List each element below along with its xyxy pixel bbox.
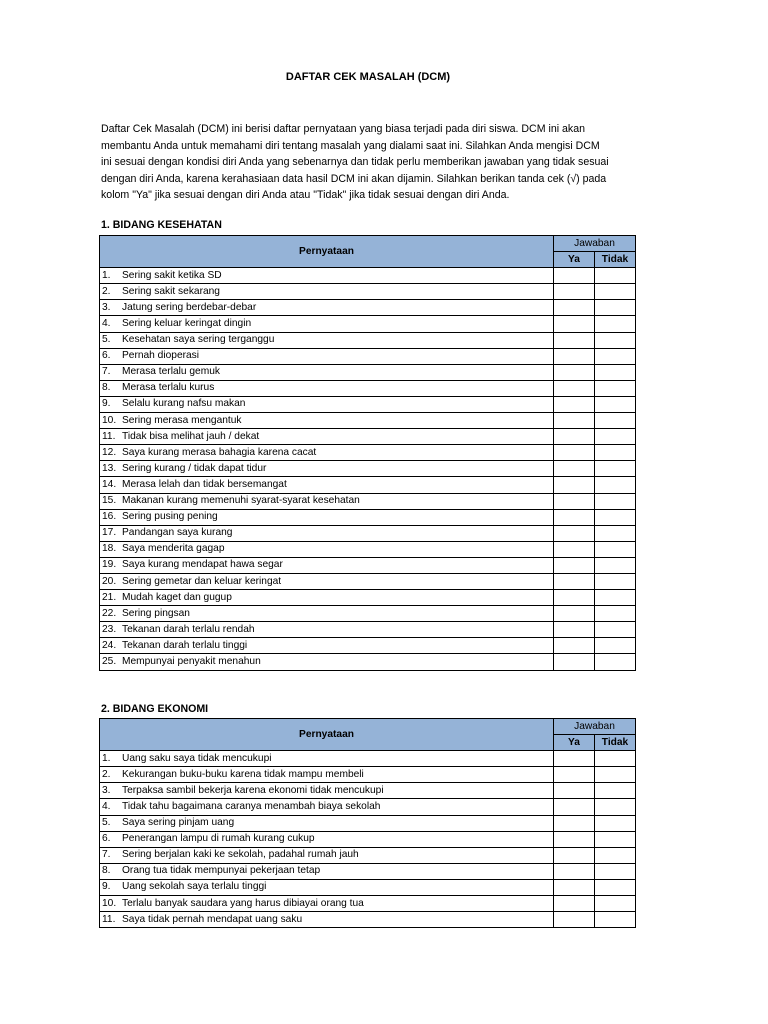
table-row [100, 767, 636, 783]
statement-number: 4. [102, 318, 111, 330]
table-row [100, 622, 636, 638]
statement-cell [100, 847, 554, 863]
ya-checkbox-cell[interactable] [554, 429, 595, 445]
statement-cell [100, 896, 554, 912]
statement-text: Saya kurang merasa bahagia karena cacat [122, 446, 317, 458]
section-title-ekonomi: 2. BIDANG EKONOMI [101, 703, 209, 715]
statement-text: Sering merasa mengantuk [122, 414, 242, 426]
table-row [100, 573, 636, 589]
tidak-checkbox-cell[interactable] [595, 912, 636, 928]
statement-number: 6. [102, 833, 111, 845]
statement-number: 4. [102, 801, 111, 813]
table-row [100, 380, 636, 396]
tidak-checkbox-cell[interactable] [595, 799, 636, 815]
table-row [100, 751, 636, 767]
statement-text: Terpaksa sambil bekerja karena ekonomi tidak mencukupi [122, 784, 384, 796]
statement-text: Pernah dioperasi [122, 350, 200, 362]
tidak-checkbox-cell[interactable] [595, 316, 636, 332]
statement-cell [100, 638, 554, 654]
ya-checkbox-cell[interactable] [554, 896, 595, 912]
tidak-checkbox-cell[interactable] [595, 413, 636, 429]
table-row [100, 799, 636, 815]
statement-cell [100, 606, 554, 622]
table-row [100, 332, 636, 348]
ya-checkbox-cell[interactable] [554, 557, 595, 573]
statement-cell [100, 863, 554, 879]
kesehatan-table [99, 235, 636, 671]
statement-cell [100, 429, 554, 445]
tidak-checkbox-cell[interactable] [595, 622, 636, 638]
statement-number: 25. [102, 655, 117, 667]
statement-number: 1. [102, 752, 111, 764]
tidak-checkbox-cell[interactable] [595, 300, 636, 316]
statement-cell [100, 831, 554, 847]
statement-number: 11. [102, 913, 116, 925]
statement-text: Tidak bisa melihat jauh / dekat [122, 430, 260, 442]
statement-text: Terlalu banyak saudara yang harus dibiayai orang tua [122, 897, 364, 909]
table-row [100, 557, 636, 573]
statement-cell [100, 815, 554, 831]
statement-cell [100, 380, 554, 396]
statement-number: 2. [102, 768, 111, 780]
statement-cell [100, 573, 554, 589]
statement-number: 24. [102, 639, 117, 651]
jawaban-header: Jawaban [554, 719, 636, 735]
ya-checkbox-cell[interactable] [554, 831, 595, 847]
tidak-checkbox-cell[interactable] [595, 284, 636, 300]
table-row [100, 590, 636, 606]
statement-text: Merasa lelah dan tidak bersemangat [122, 478, 287, 490]
statement-text: Sering sakit ketika SD [122, 269, 222, 281]
ya-checkbox-cell[interactable] [554, 364, 595, 380]
statement-cell [100, 445, 554, 461]
intro-line: dengan diri Anda, karena kerahasiaan data hasil DCM ini akan dijamin. Silahkan berikan tanda cek (√) pada [101, 172, 607, 185]
statement-number: 3. [102, 784, 111, 796]
tidak-checkbox-cell[interactable] [595, 767, 636, 783]
statement-cell [100, 541, 554, 557]
ya-checkbox-cell[interactable] [554, 606, 595, 622]
table-row [100, 396, 636, 412]
statement-cell [100, 767, 554, 783]
statement-number: 23. [102, 623, 117, 635]
table-row [100, 461, 636, 477]
intro-paragraph [101, 121, 636, 204]
tidak-checkbox-cell[interactable] [595, 573, 636, 589]
statement-cell [100, 477, 554, 493]
statement-text: Sering berjalan kaki ke sekolah, padahal rumah jauh [122, 849, 359, 861]
table-row [100, 316, 636, 332]
statement-text: Sering gemetar dan keluar keringat [122, 575, 282, 587]
statement-text: Pandangan saya kurang [122, 527, 233, 539]
table-row [100, 879, 636, 895]
table-row [100, 429, 636, 445]
statement-cell [100, 525, 554, 541]
table-row [100, 477, 636, 493]
table-row [100, 815, 636, 831]
ya-checkbox-cell[interactable] [554, 413, 595, 429]
tidak-checkbox-cell[interactable] [595, 364, 636, 380]
tidak-checkbox-cell[interactable] [595, 332, 636, 348]
ya-checkbox-cell[interactable] [554, 509, 595, 525]
table-row [100, 348, 636, 364]
statement-text: Selalu kurang nafsu makan [122, 398, 246, 410]
tidak-checkbox-cell[interactable] [595, 863, 636, 879]
tidak-checkbox-cell[interactable] [595, 380, 636, 396]
table-row [100, 364, 636, 380]
ya-checkbox-cell[interactable] [554, 525, 595, 541]
statement-number: 1. [102, 269, 111, 281]
intro-line: membantu Anda untuk memahami diri tentang masalah yang dialami saat ini. Silahkan Anda mengisi DCM [101, 139, 600, 152]
statement-cell [100, 461, 554, 477]
ya-checkbox-cell[interactable] [554, 461, 595, 477]
tidak-checkbox-cell[interactable] [595, 783, 636, 799]
ya-checkbox-cell[interactable] [554, 799, 595, 815]
statement-number: 20. [102, 575, 117, 587]
tidak-checkbox-cell[interactable] [595, 429, 636, 445]
statement-cell [100, 879, 554, 895]
intro-line: Daftar Cek Masalah (DCM) ini berisi daftar pernyataan yang biasa terjadi pada diri siswa. DCM ini akan [101, 123, 585, 135]
ekonomi-table [99, 718, 636, 928]
statement-number: 6. [102, 350, 111, 362]
tidak-checkbox-cell[interactable] [595, 477, 636, 493]
tidak-checkbox-cell[interactable] [595, 751, 636, 767]
statement-text: Uang sekolah saya terlalu tinggi [122, 881, 267, 893]
table-row [100, 413, 636, 429]
table-row [100, 847, 636, 863]
tidak-checkbox-cell[interactable] [595, 268, 636, 284]
tidak-checkbox-cell[interactable] [595, 348, 636, 364]
statement-cell [100, 396, 554, 412]
ya-checkbox-cell[interactable] [554, 573, 595, 589]
pernyataan-header: Pernyataan [100, 719, 554, 751]
statement-number: 7. [102, 366, 111, 378]
statement-cell [100, 284, 554, 300]
tidak-checkbox-cell[interactable] [595, 896, 636, 912]
statement-text: Tekanan darah terlalu rendah [122, 623, 255, 635]
table-row [100, 606, 636, 622]
statement-text: Tidak tahu bagaimana caranya menambah biaya sekolah [122, 801, 381, 813]
statement-cell [100, 413, 554, 429]
ya-checkbox-cell[interactable] [554, 751, 595, 767]
tidak-checkbox-cell[interactable] [595, 654, 636, 670]
ya-checkbox-cell[interactable] [554, 300, 595, 316]
statement-cell [100, 268, 554, 284]
ya-checkbox-cell[interactable] [554, 493, 595, 509]
statement-cell [100, 622, 554, 638]
table-row [100, 783, 636, 799]
statement-number: 9. [102, 398, 111, 410]
intro-line: ini sesuai dengan kondisi diri Anda yang sebenarnya dan tidak perlu memberikan jawaban yang tidak sesuai [101, 156, 609, 169]
tidak-checkbox-cell[interactable] [595, 638, 636, 654]
statement-text: Saya tidak pernah mendapat uang saku [122, 913, 303, 925]
ya-checkbox-cell[interactable] [554, 284, 595, 300]
statement-number: 8. [102, 382, 111, 394]
statement-number: 22. [102, 607, 117, 619]
statement-text: Mudah kaget dan gugup [122, 591, 232, 603]
ya-checkbox-cell[interactable] [554, 445, 595, 461]
statement-text: Kesehatan saya sering terganggu [122, 334, 275, 346]
statement-number: 18. [102, 543, 117, 555]
statement-cell [100, 509, 554, 525]
ya-checkbox-cell[interactable] [554, 316, 595, 332]
tidak-header: Tidak [595, 252, 636, 268]
statement-cell [100, 799, 554, 815]
statement-text: Merasa terlalu kurus [122, 382, 215, 394]
tidak-checkbox-cell[interactable] [595, 461, 636, 477]
ya-checkbox-cell[interactable] [554, 654, 595, 670]
statement-cell [100, 364, 554, 380]
table-row [100, 268, 636, 284]
statement-text: Orang tua tidak mempunyai pekerjaan tetap [122, 865, 321, 877]
table-row [100, 912, 636, 928]
page-title: DAFTAR CEK MASALAH (DCM) [285, 71, 451, 83]
ya-checkbox-cell[interactable] [554, 912, 595, 928]
statement-cell [100, 654, 554, 670]
statement-cell [100, 751, 554, 767]
table-row [100, 896, 636, 912]
statement-text: Saya menderita gagap [122, 543, 225, 555]
statement-text: Sering kurang / tidak dapat tidur [122, 462, 267, 474]
tidak-checkbox-cell[interactable] [595, 815, 636, 831]
statement-number: 17. [102, 527, 117, 539]
tidak-checkbox-cell[interactable] [595, 396, 636, 412]
table-row [100, 300, 636, 316]
statement-number: 3. [102, 301, 111, 313]
ya-checkbox-cell[interactable] [554, 847, 595, 863]
statement-text: Sering pusing pening [122, 511, 218, 523]
table-row [100, 831, 636, 847]
statement-number: 16. [102, 511, 117, 523]
statement-number: 14. [102, 478, 117, 490]
table-row [100, 654, 636, 670]
statement-cell [100, 590, 554, 606]
jawaban-header: Jawaban [554, 236, 636, 252]
tidak-header: Tidak [595, 735, 636, 751]
statement-text: Kekurangan buku-buku karena tidak mampu membeli [122, 768, 364, 780]
ya-checkbox-cell[interactable] [554, 332, 595, 348]
table-row [100, 445, 636, 461]
statement-number: 10. [102, 897, 117, 909]
ya-header: Ya [554, 735, 595, 751]
table-row [100, 863, 636, 879]
ya-checkbox-cell[interactable] [554, 622, 595, 638]
ya-checkbox-cell[interactable] [554, 590, 595, 606]
section-title-kesehatan: 1. BIDANG KESEHATAN [101, 219, 222, 231]
statement-text: Mempunyai penyakit menahun [122, 655, 261, 667]
ya-checkbox-cell[interactable] [554, 783, 595, 799]
statement-cell [100, 300, 554, 316]
pernyataan-header: Pernyataan [100, 236, 554, 268]
ya-checkbox-cell[interactable] [554, 268, 595, 284]
statement-number: 12. [102, 446, 117, 458]
tidak-checkbox-cell[interactable] [595, 525, 636, 541]
intro-line: kolom "Ya" jika sesuai dengan diri Anda atau "Tidak" jika tidak sesuai dengan diri Anda. [101, 189, 510, 202]
ya-checkbox-cell[interactable] [554, 348, 595, 364]
table-row [100, 509, 636, 525]
statement-text: Tekanan darah terlalu tinggi [122, 639, 248, 651]
statement-number: 13. [102, 462, 117, 474]
statement-text: Merasa terlalu gemuk [122, 366, 220, 378]
statement-text: Jatung sering berdebar-debar [122, 301, 257, 313]
ya-header: Ya [554, 252, 595, 268]
statement-text: Saya sering pinjam uang [122, 817, 235, 829]
statement-text: Sering sakit sekarang [122, 285, 220, 297]
statement-cell [100, 332, 554, 348]
statement-text: Sering pingsan [122, 607, 190, 619]
tidak-checkbox-cell[interactable] [595, 557, 636, 573]
statement-number: 5. [102, 817, 111, 829]
statement-number: 5. [102, 334, 111, 346]
tidak-checkbox-cell[interactable] [595, 541, 636, 557]
statement-cell [100, 493, 554, 509]
ya-checkbox-cell[interactable] [554, 380, 595, 396]
tidak-checkbox-cell[interactable] [595, 606, 636, 622]
tidak-checkbox-cell[interactable] [595, 493, 636, 509]
statement-number: 11. [102, 430, 116, 442]
table-row [100, 493, 636, 509]
ya-checkbox-cell[interactable] [554, 541, 595, 557]
statement-number: 9. [102, 881, 111, 893]
statement-number: 8. [102, 865, 111, 877]
tidak-checkbox-cell[interactable] [595, 847, 636, 863]
statement-cell [100, 783, 554, 799]
statement-text: Makanan kurang memenuhi syarat-syarat kesehatan [122, 495, 360, 507]
table-header-row [100, 719, 636, 735]
table-header-row [100, 236, 636, 252]
ya-checkbox-cell[interactable] [554, 879, 595, 895]
ya-checkbox-cell[interactable] [554, 815, 595, 831]
table-row [100, 525, 636, 541]
statement-text: Uang saku saya tidak mencukupi [122, 752, 272, 764]
statement-number: 2. [102, 285, 111, 297]
tidak-checkbox-cell[interactable] [595, 831, 636, 847]
statement-cell [100, 912, 554, 928]
table-row [100, 541, 636, 557]
ya-checkbox-cell[interactable] [554, 396, 595, 412]
table-row [100, 638, 636, 654]
ya-checkbox-cell[interactable] [554, 863, 595, 879]
statement-number: 19. [102, 559, 117, 571]
statement-number: 10. [102, 414, 117, 426]
statement-text: Sering keluar keringat dingin [122, 318, 252, 330]
statement-cell [100, 316, 554, 332]
ya-checkbox-cell[interactable] [554, 767, 595, 783]
ya-checkbox-cell[interactable] [554, 638, 595, 654]
tidak-checkbox-cell[interactable] [595, 445, 636, 461]
tidak-checkbox-cell[interactable] [595, 590, 636, 606]
statement-number: 15. [102, 495, 117, 507]
ya-checkbox-cell[interactable] [554, 477, 595, 493]
tidak-checkbox-cell[interactable] [595, 879, 636, 895]
statement-cell [100, 557, 554, 573]
statement-cell [100, 348, 554, 364]
statement-number: 7. [102, 849, 111, 861]
statement-text: Penerangan lampu di rumah kurang cukup [122, 833, 315, 845]
tidak-checkbox-cell[interactable] [595, 509, 636, 525]
table-row [100, 284, 636, 300]
statement-number: 21. [102, 591, 117, 603]
statement-text: Saya kurang mendapat hawa segar [122, 559, 283, 571]
